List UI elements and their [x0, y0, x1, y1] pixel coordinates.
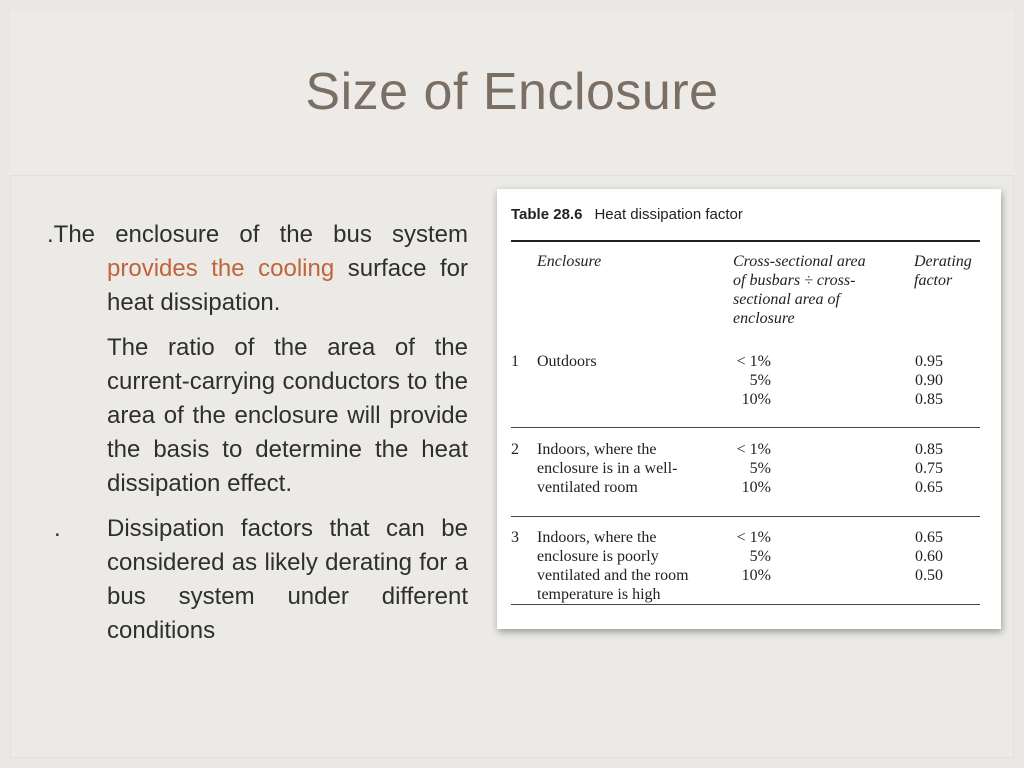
table-image: [497, 189, 1001, 629]
row-divider: [511, 516, 980, 517]
factor-value: 0.65: [915, 479, 943, 496]
factor-value: 0.75: [915, 460, 943, 477]
row-enclosure: [537, 528, 689, 604]
paragraph-1-text: The enclosure of the bus system: [53, 221, 468, 248]
row-ratios: [731, 440, 771, 497]
row-ratios: [731, 528, 771, 585]
paragraph-1-tail: surface for heat dissipation.: [107, 255, 469, 317]
ratio-value: 5%: [749, 372, 771, 389]
factor-value: 0.85: [915, 391, 943, 408]
ratio-value: < 1%: [736, 441, 771, 458]
table-caption-text: Heat dissipation factor: [594, 206, 743, 223]
factor-value: 0.90: [915, 372, 943, 389]
header-cross-line: sectional area of: [733, 291, 840, 308]
row-factors: [915, 440, 955, 497]
header-cross-section: [733, 252, 866, 328]
factor-value: 0.85: [915, 441, 943, 458]
slide-title: Size of Enclosure: [305, 63, 719, 121]
factor-value: 0.95: [915, 353, 943, 370]
paragraph-3: [40, 512, 468, 649]
ratio-value: 10%: [741, 391, 771, 408]
ratio-value: 5%: [749, 460, 771, 477]
row-factors: [915, 352, 955, 409]
row-factors: [915, 528, 955, 585]
paragraph-1: [40, 218, 468, 321]
paragraph-2: The ratio of the area of the current-carrying conductors to the area of the enclosure will provide the basis to determine the heat dissipation effect.: [107, 333, 468, 498]
header-derating-line: factor: [914, 272, 953, 289]
row-enclosure: [537, 440, 677, 497]
enclosure-line: Indoors, where the: [537, 529, 657, 546]
paragraph-3-text: Dissipation factors that can be considered as likely derating for a bus system under different conditions: [107, 514, 468, 645]
header-derating: [914, 252, 972, 290]
header-enclosure: Enclosure: [537, 253, 602, 270]
header-derating-line: Derating: [914, 253, 972, 270]
enclosure-line: temperature is high: [537, 586, 661, 603]
ratio-value: < 1%: [736, 529, 771, 546]
row-index: 3: [511, 529, 519, 546]
row-index: 1: [511, 353, 519, 370]
enclosure-line: enclosure is in a well-: [537, 460, 678, 477]
factor-value: 0.50: [915, 567, 943, 584]
enclosure-line: ventilated and the room: [537, 567, 689, 584]
body-text: [40, 218, 468, 648]
ratio-value: 5%: [749, 548, 771, 565]
ratio-value: 10%: [741, 479, 771, 496]
factor-value: 0.60: [915, 548, 943, 565]
row-index: 2: [511, 441, 519, 458]
row-enclosure: [537, 352, 597, 371]
table-top-rule: [511, 240, 980, 242]
enclosure-line: ventilated room: [537, 479, 638, 496]
header-cross-line: of busbars ÷ cross-: [733, 272, 856, 289]
bullet-3: .: [54, 514, 61, 542]
enclosure-line: enclosure is poorly: [537, 548, 659, 565]
ratio-value: < 1%: [736, 353, 771, 370]
row-ratios: [731, 352, 771, 409]
highlighted-phrase: provides the cooling: [107, 255, 335, 283]
table-bottom-rule: [511, 604, 980, 605]
header-cross-line: enclosure: [733, 310, 795, 327]
table-number: Table 28.6: [511, 206, 583, 223]
factor-value: 0.65: [915, 529, 943, 546]
enclosure-line: Indoors, where the: [537, 441, 657, 458]
bullet-1: .: [47, 221, 54, 248]
enclosure-line: Outdoors: [537, 353, 597, 370]
ratio-value: 10%: [741, 567, 771, 584]
table-caption: [511, 206, 743, 223]
header-cross-line: Cross-sectional area: [733, 253, 866, 270]
row-divider: [511, 427, 980, 428]
